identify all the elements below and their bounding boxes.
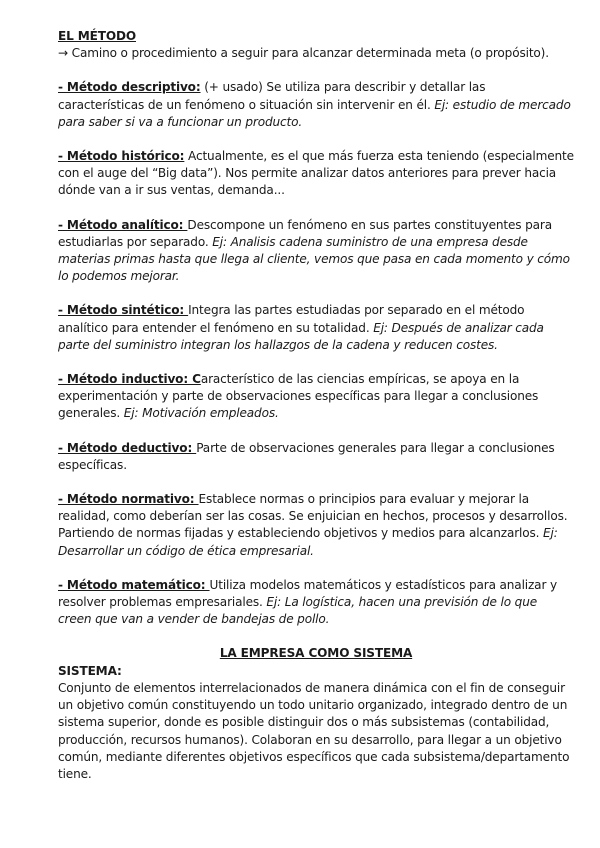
method-example: Ej: estudio de mercado para saber si va a funcionar un producto. <box>58 97 571 129</box>
method-analytic <box>58 217 574 286</box>
method-normative <box>58 491 574 560</box>
method-deductive <box>58 440 574 474</box>
method-heading: - Método inductivo: C <box>58 372 201 387</box>
method-text: Utiliza modelos matemáticos y estadísticos para analizar y resolver problemas empresariales. <box>58 577 557 610</box>
method-heading: - Método histórico: <box>58 149 185 164</box>
method-text: (+ usado) Se utiliza para describir y detallar las características de un fenómeno o situación sin intervenir en él. <box>58 80 486 112</box>
method-text: Actualmente, es el que más fuerza esta teniendo (especialmente con el auge del “Big data”). Nos permite analizar datos anteriores para prever hacia dónde van a ir sus ventas, demanda... <box>58 149 574 198</box>
method-example: Ej: Motivación empleados. <box>123 406 279 421</box>
method-example: Ej: Después de analizar cada parte del suministro integran los hallazgos de la cadena y reducen costes. <box>58 320 544 352</box>
method-text: Integra las partes estudiadas por separado en el método analítico para entender el fenómeno en su totalidad. <box>58 303 525 335</box>
method-text: Establece normas o principios para evaluar y mejorar la realidad, como deberían ser las cosas. Se enjuician en hechos, procesos y desarrollos. Partiendo de normas fijadas y estableciendo objetivos y medios para alcanzarlos. <box>58 492 568 541</box>
method-heading: - Método analítico: <box>58 217 188 232</box>
method-text: aracterístico de las ciencias empíricas, se apoya en la experimentación y parte de observaciones específicas para llegar a conclusiones generales. <box>58 372 539 421</box>
method-example: Ej: Analisis cadena suministro de una empresa desde materias primas hasta que llega al cliente, vemos que pasa en cada momento y cómo lo podemos mejorar. <box>58 234 570 284</box>
intro-text: → Camino o procedimiento a seguir para alcanzar determinada meta (o propósito). <box>58 46 549 61</box>
method-heading: - Método normativo: <box>58 492 199 507</box>
method-text: Parte de observaciones generales para llegar a conclusiones específicas. <box>58 440 555 472</box>
system-label: SISTEMA: <box>58 663 122 678</box>
method-synthetic <box>58 302 574 354</box>
method-inductive <box>58 371 574 423</box>
method-mathematical <box>58 577 574 629</box>
method-heading: - Método sintético: <box>58 303 189 318</box>
section-title: LA EMPRESA COMO SISTEMA <box>219 646 413 661</box>
page-title: EL MÉTODO <box>58 29 136 43</box>
method-example: Ej: La logística, hacen una previsión de lo que creen que van a vender de bandejas de pollo. <box>58 595 538 627</box>
method-heading: - Método descriptivo: <box>58 80 201 95</box>
method-heading: - Método matemático: <box>58 577 210 592</box>
method-example: Ej: Desarrollar un código de ética empresarial. <box>58 526 558 558</box>
method-historical <box>58 148 574 200</box>
system-definition: Conjunto de elementos interrelacionados de manera dinámica con el fin de conseguir un objetivo común constituyendo un todo unitario organizado, integrado dentro de un sistema superior, donde es posible distinguir dos o más subsistemas (contabilidad, producción, recursos humanos). Colaboran en su desarrollo, para llegar a un objetivo común, mediante diferentes objetivos específicos que cada subsistema/departamento tiene. <box>58 680 570 781</box>
intro-block <box>58 28 574 62</box>
method-heading: - Método deductivo: <box>58 440 197 455</box>
method-text: Descompone un fenómeno en sus partes constituyentes para estudiarlas por separado. <box>58 217 553 249</box>
method-descriptive <box>58 79 574 131</box>
